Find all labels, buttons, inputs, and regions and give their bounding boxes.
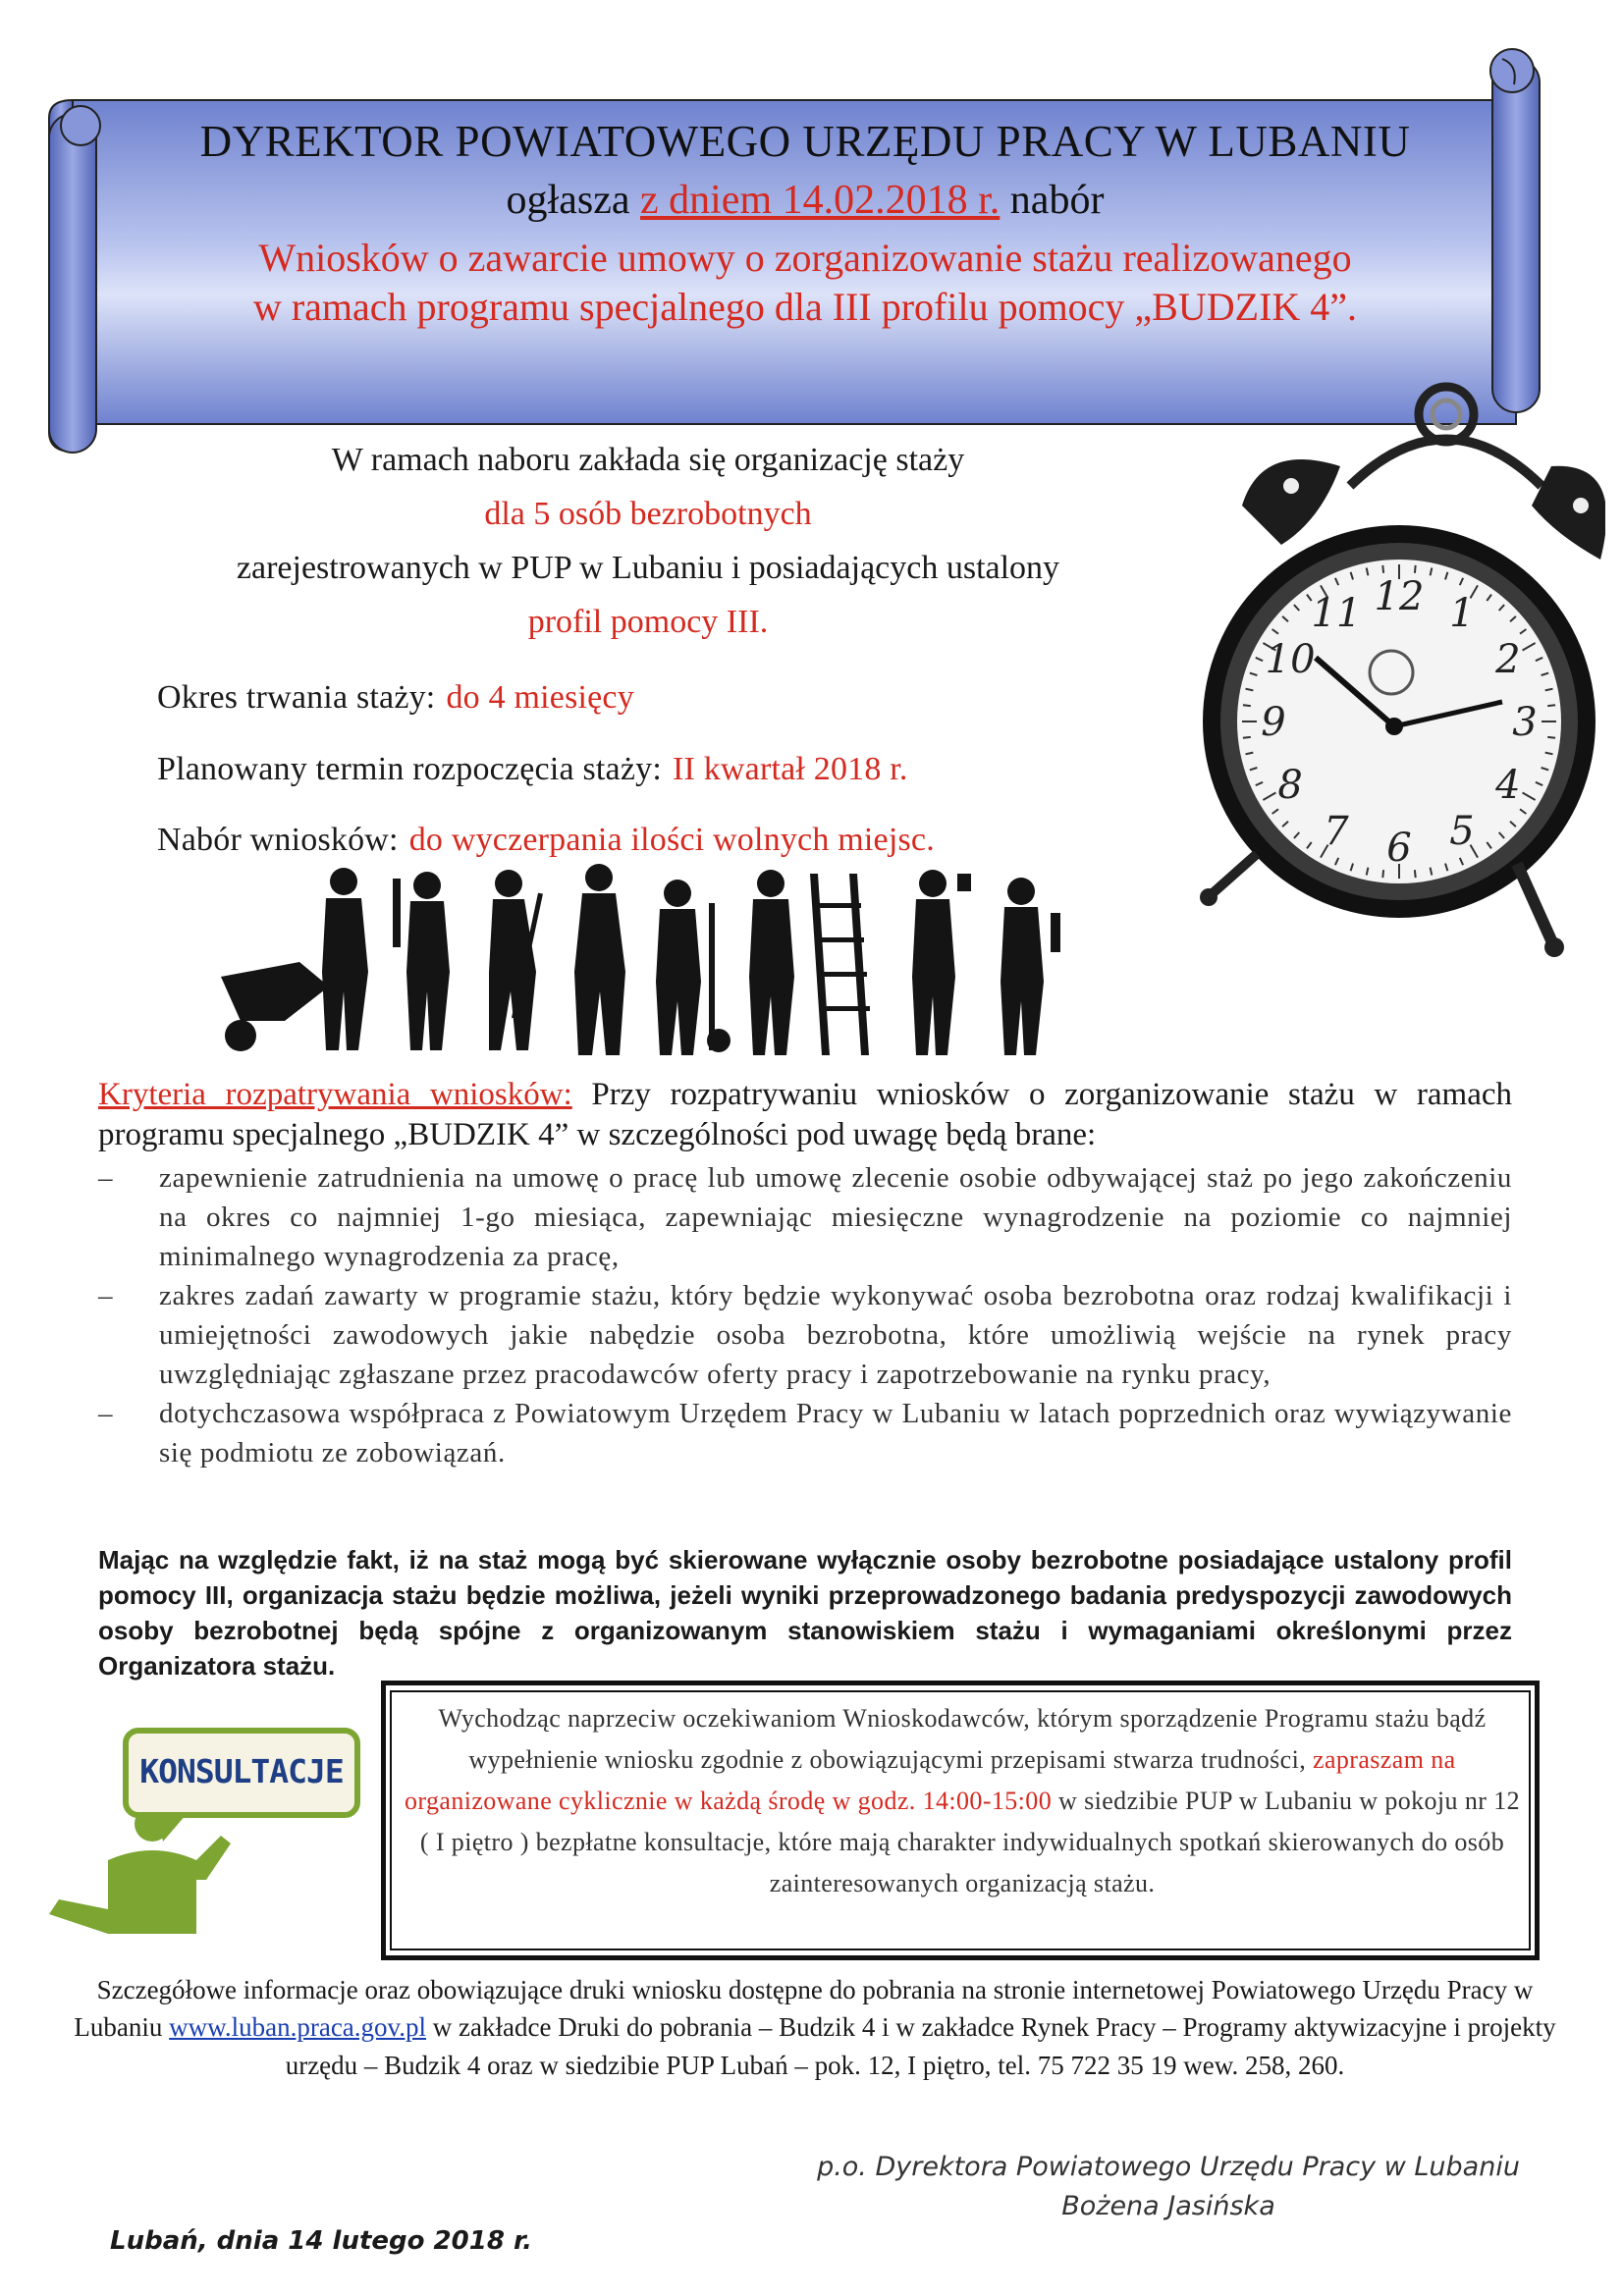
intro-line1: W ramach naboru zakłada się organizację staży <box>331 442 965 478</box>
speech-tail-icon <box>157 1814 187 1843</box>
clock-tick <box>1243 705 1251 706</box>
clock-numeral: 4 <box>1495 763 1521 808</box>
recruitment-word: nabór <box>1009 178 1105 223</box>
clock-tick <box>1547 737 1555 738</box>
detail-label: Planowany termin rozpoczęcia staży: <box>157 751 662 787</box>
clock-numeral: 12 <box>1374 574 1425 619</box>
criteria-item <box>98 1158 1512 1276</box>
consultation-badge-label: KONSULTACJE <box>139 1752 344 1790</box>
clock-numeral: 8 <box>1277 763 1303 808</box>
criteria-intro: Przy rozpatrywaniu wniosków o zorganizowanie stażu w ramach programu specjalnego „BUDZIK 4” w szczególności pod uwagę będą brane: <box>98 1077 1512 1153</box>
criteria-paragraph <box>98 1075 1512 1156</box>
alarm-clock-illustration <box>1193 373 1605 962</box>
clock-tick <box>1382 870 1383 878</box>
footer-info-after: w zakładce Druki do pobrania – Budzik 4 i w zakładce Rynek Pracy – Programy aktywizacyjne i projekty urzędu – Budzik 4 oraz w siedzibie PUP Lubań – pok. 12, I piętro, tel. 75 722 35 19 wew. 258, 260. <box>285 2012 1556 2080</box>
criteria-label: Kryteria rozpatrywania wniosków: <box>98 1077 572 1112</box>
detail-value: do wyczerpania ilości wolnych miejsc. <box>408 822 935 858</box>
clock-numeral: 2 <box>1495 637 1521 682</box>
clock-numeral: 10 <box>1265 637 1316 682</box>
criteria-item-text: zapewnienie zatrudnienia na umowę o pracę lub umowę zlecenie osobie odbywającej staż po jego zakończeniu na okres co najmniej 1-go miesiąca, zapewniając miesięczne wynagrodzenie na poziomie co najmniej minimalnego wynagrodzenia za pracę, <box>159 1162 1512 1273</box>
detail-label: Okres trwania staży: <box>157 679 436 716</box>
signature-name: Bożena Jasińska <box>1061 2190 1275 2221</box>
intro-line2: dla 5 osób bezrobotnych <box>484 496 812 532</box>
website-link[interactable]: www.luban.praca.gov.pl <box>169 2012 427 2043</box>
banner-subject-line1: Wniosków o zawarcie umowy o zorganizowanie stażu realizowanego <box>258 236 1352 280</box>
criteria-list <box>98 1158 1512 1472</box>
criteria-item-text: zakres zadań zawarty w programie stażu, który będzie wykonywać osoba bezrobotna oraz rodzaj kwalifikacji i umiejętności zawodowych jakie nabędzie osoba bezrobotna, które umożliwią wejście na rynek pracy uwzględniając zgłaszane przez pracodawców oferty pracy i zapotrzebowanie na rynku pracy, <box>159 1280 1512 1391</box>
clock-tick <box>1382 565 1383 573</box>
clock-numeral: 5 <box>1449 808 1475 854</box>
consultation-text-before: Wychodząc naprzeciw oczekiwaniom Wnioskodawców, którym sporządzenie Programu stażu bądź wypełnienie wniosku zgodnie z obowiązującymi przepisami stwarza trudności, <box>438 1704 1487 1775</box>
clock-numeral: 3 <box>1512 700 1538 745</box>
consultation-schedule: zapraszam na organizowane cyklicznie w każdą środę w godz. 14:00-15:00 <box>404 1745 1456 1816</box>
detail-value: II kwartał 2018 r. <box>672 751 908 787</box>
criteria-item <box>98 1276 1512 1394</box>
list-dash: – <box>98 1162 114 1194</box>
workers-silhouette-illustration <box>211 864 1144 1060</box>
announces-word: ogłasza <box>506 178 630 223</box>
clock-numeral: 1 <box>1449 591 1475 637</box>
footer-info-before: Szczegółowe informacje oraz obowiązujące druki wniosku dostępne do pobrania na stronie internetowej Powiatowego Urzędu Pracy w Lubaniu <box>74 1975 1534 2043</box>
banner-text <box>108 116 1502 332</box>
clock-tick <box>1547 705 1555 706</box>
clock-numeral: 6 <box>1386 826 1412 871</box>
detail-duration <box>157 677 634 717</box>
clock-numeral: 11 <box>1311 591 1362 637</box>
banner-announcement <box>108 177 1502 224</box>
criteria-item <box>98 1394 1512 1472</box>
place-date: Lubań, dnia 14 lutego 2018 r. <box>110 2226 532 2256</box>
consultation-badge <box>123 1728 360 1818</box>
signature-title: p.o. Dyrektora Powiatowego Urzędu Pracy w Lubaniu <box>817 2152 1520 2182</box>
banner-title: DYREKTOR POWIATOWEGO URZĘDU PRACY W LUBANIU <box>199 117 1411 166</box>
clock-numeral: 7 <box>1324 808 1349 854</box>
signature-block <box>776 2148 1561 2226</box>
criteria-item-text: dotychczasowa współpraca z Powiatowym Urzędem Pracy w Lubaniu w latach poprzednich oraz wywiązywanie się podmiotu ze zobowiązań. <box>159 1398 1512 1469</box>
list-dash: – <box>98 1398 114 1430</box>
list-dash: – <box>98 1280 114 1312</box>
intro-line3: zarejestrowanych w PUP w Lubaniu i posiadających ustalony <box>236 550 1060 586</box>
banner-subject-line2: w ramach programu specjalnego dla III profilu pomocy „BUDZIK 4”. <box>252 285 1358 329</box>
detail-recruitment <box>157 820 935 859</box>
footer-info <box>69 1971 1561 2084</box>
start-date: z dniem 14.02.2018 r. <box>640 178 1001 223</box>
banner-subject <box>108 234 1502 332</box>
detail-label: Nabór wniosków: <box>157 822 399 858</box>
clock-tick <box>1243 737 1251 738</box>
intro-line4: profil pomocy III. <box>527 604 769 640</box>
consultation-text-after: w siedzibie PUP w Lubaniu w pokoju nr 12 ( I piętro ) bezpłatne konsultacje, które mają charakter indywidualnych spotkań skierowanych do osób zainteresowanych organizacją stażu. <box>419 1787 1521 1898</box>
detail-value: do 4 miesięcy <box>446 679 634 716</box>
eligibility-note: Mając na względzie fakt, iż na staż mogą być skierowane wyłącznie osoby bezrobotne posiadające ustalony profil pomocy III, organizacja stażu będzie możliwa, jeżeli wyniki przeprowadzonego badania predyspozycji zawodowych osoby bezrobotnej będą spójne z organizowanym stanowiskiem stażu i wymaganiami określonymi przez Organizatora stażu. <box>98 1545 1512 1681</box>
clock-tick <box>1415 870 1416 878</box>
consultation-text <box>403 1698 1522 1905</box>
detail-start <box>157 749 908 788</box>
clock-tick <box>1415 565 1416 573</box>
clock-numeral: 9 <box>1261 700 1286 745</box>
